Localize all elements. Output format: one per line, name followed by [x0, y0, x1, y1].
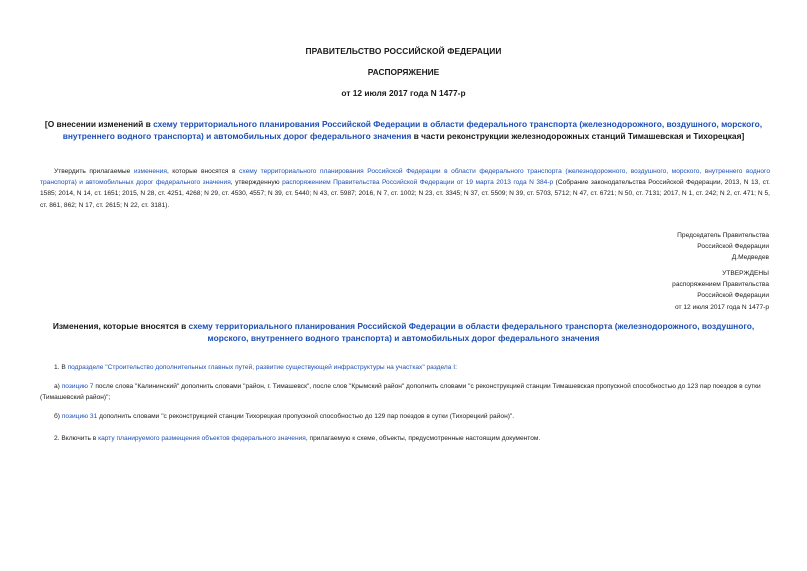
changes-scheme-link[interactable]: схему территориального планирования Российской Федерации в области федерального транспорта (железнодорожного, воздушного, морского, внутреннего водного транспорта) и автомобильных дорог федерального значения — [188, 321, 755, 344]
item-a — [40, 381, 770, 403]
item-1-text-post: : — [455, 364, 457, 371]
signature-block — [569, 230, 769, 264]
item-1-text-pre: 1. В — [54, 364, 68, 371]
subsection-link[interactable]: подразделе "Строительство дополнительных главных путей, развитие существующей инфраструктуры на участках" раздела I — [67, 364, 456, 371]
item-a-text-pre: а) — [54, 383, 62, 390]
subject-text-1: [О внесении изменений в — [44, 119, 154, 129]
intro-text-4: (Собрание законодательства Российской Федерации, 2013, N 13, ст. 1585; 2014, N 14, ст. 1651; 2015, N 28, ст. 4251, 4268; N 29, ст. 4530, 4557; N 39, ст. 5440; N 43, ст. 5987; 2016, N 7, ст. 1002; N 23, ст. 3345; N 37, ст. 5509; N 39, ст. 5703, 5712; N 47, ст. 6721; N 50, ст. 7131; 2017, N 1, ст. 242; N 2, ст. 471; N 5, ст. 861, 862; N 17, ст. 2615; N 22, ст. 3181). — [40, 179, 770, 209]
document-date: от 12 июля 2017 года N 1477-р — [341, 88, 466, 98]
approval-line-2: распоряжением Правительства — [672, 281, 769, 289]
item-2 — [40, 433, 770, 444]
approval-block — [569, 268, 769, 313]
position-7-link[interactable]: позицию 7 — [61, 383, 94, 390]
signature-line-2: Российской Федерации — [697, 243, 769, 251]
signature-name: Д.Медведев — [731, 254, 769, 262]
approval-line-3: Российской Федерации — [697, 292, 769, 300]
intro-text-1: Утвердить прилагаемые — [54, 168, 134, 175]
document-type: РАСПОРЯЖЕНИЕ — [367, 67, 440, 77]
changes-title-text: Изменения, которые вносятся в — [52, 321, 189, 331]
intro-paragraph — [40, 166, 770, 211]
approval-line-4: от 12 июля 2017 года N 1477-р — [674, 303, 769, 311]
map-link[interactable]: карту планируемого размещения объектов федерального значения — [98, 435, 306, 442]
item-a-text-post: после слова "Калининский" дополнить словами "район, г. Тимашевск", после слов "Крымский район" дополнить словами "с реконструкцией станции Тимашевская пропускной способностью до 123 пар поездов в сутки (Тимашевский район)"; — [40, 383, 761, 402]
item-b — [40, 411, 770, 422]
subject-scheme-link[interactable]: схему территориального планирования Российской Федерации в области федерального транспорта (железнодорожного, воздушного, морского, внутреннего водного транспорта) и автомобильных дорог федерального значения — [62, 119, 763, 142]
approval-line-1: УТВЕРЖДЕНЫ — [722, 270, 769, 277]
item-1 — [40, 362, 770, 373]
position-31-link[interactable]: позицию 31 — [61, 413, 98, 420]
item-2-text-post: , прилагаемую к схеме, объекты, предусмотренные настоящим документом. — [305, 435, 541, 442]
item-b-text-post: дополнить словами "с реконструкцией станции Тихорецкая пропускной способностью до 129 пар поездов в сутки (Тихорецкий район)". — [97, 413, 515, 420]
item-2-text-pre: 2. Включить в — [54, 435, 99, 442]
signature-line-1: Председатель Правительства — [677, 232, 769, 239]
scheme-link[interactable]: схему территориального планирования Российской Федерации в области федерального транспорта (железнодорожного, воздушного, морского, внутреннего водного транспорта) и автомобильных дорог федерального значения — [40, 168, 770, 187]
intro-text-3: , утвержденную — [230, 179, 283, 187]
intro-text-2: , которые вносятся в — [166, 168, 240, 175]
document-subject — [40, 118, 767, 142]
government-heading: ПРАВИТЕЛЬСТВО РОССИЙСКОЙ ФЕДЕРАЦИИ — [305, 46, 502, 56]
item-b-text-pre: б) — [54, 413, 62, 420]
changes-link[interactable]: изменения — [133, 168, 167, 175]
subject-text-2: в части реконструкции железнодорожных станций Тимашевская и Тихорецкая] — [411, 131, 745, 142]
order-384-link[interactable]: распоряжением Правительства Российской Федерации от 19 марта 2013 года N 384-р — [282, 179, 554, 187]
changes-title — [40, 320, 767, 344]
